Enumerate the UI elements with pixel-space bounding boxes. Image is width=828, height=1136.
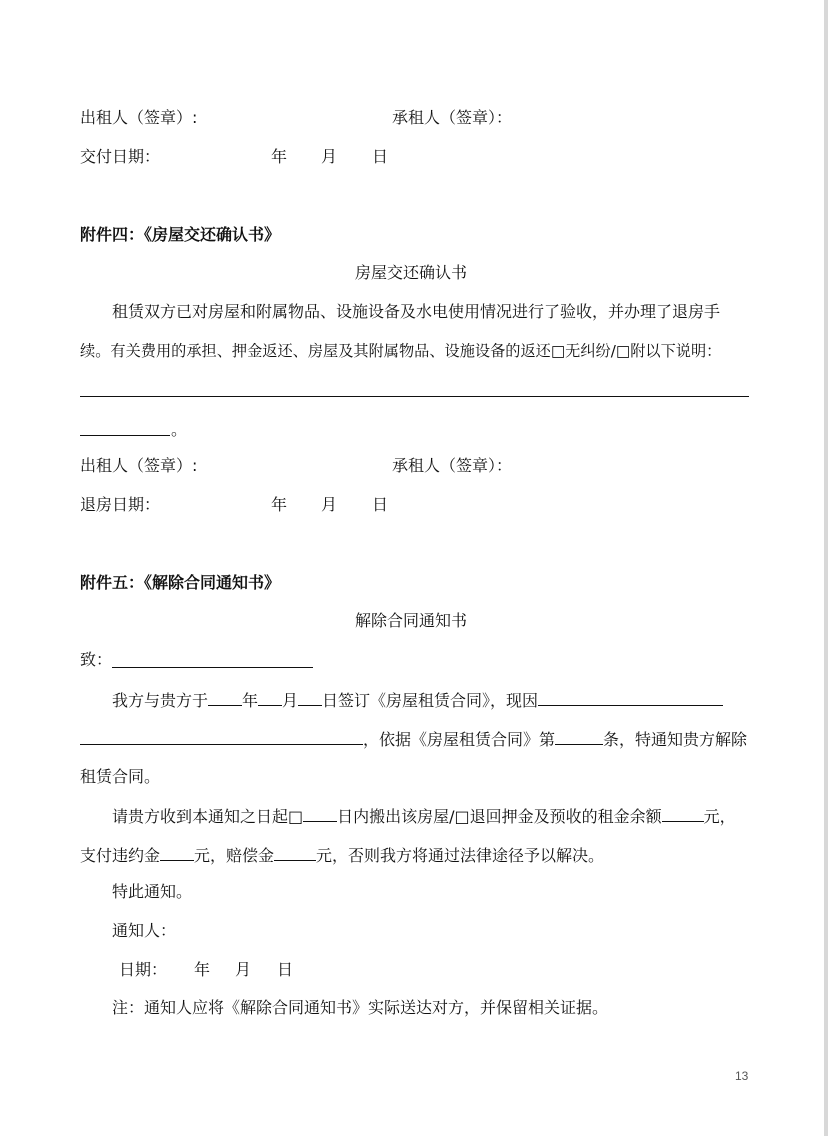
date-day: 日 [372,147,389,166]
notice-text: 日签订《房屋租赁合同》，现因 [322,691,539,710]
notice-closing: 特此通知。 [112,882,193,901]
lessor-signature-label: 出租人（签章）: [80,108,198,127]
blank-reason [538,689,723,706]
date-year: 年 [194,960,211,979]
annex5-heading: 附件五：《解除合同通知书》 [80,573,281,592]
annex4-heading: 附件四：《房屋交还确认书》 [80,225,281,244]
notice-text: 条，特通知贵方解除 [603,730,748,749]
delivery-date-label: 交付日期： [80,147,161,166]
notice-footnote: 注：通知人应将《解除合同通知书》实际送达对方，并保留相关证据。 [112,998,609,1017]
return-date-label: 退房日期： [80,495,161,514]
blank-reason-cont [80,728,363,745]
annex4-title: 房屋交还确认书 [355,263,468,282]
notice-text: 元，赔偿金 [194,846,275,865]
notifier-label: 通知人： [112,921,177,940]
annex5-title: 解除合同通知书 [355,611,468,630]
blank-compensation [274,844,316,861]
blank-clause [555,728,603,745]
notice-text: 支付违约金 [80,846,161,865]
lessee-signature-label: 承租人（签章）： [392,108,513,127]
date-year: 年 [271,147,288,166]
blank-month [258,689,282,706]
blank-penalty [160,844,194,861]
notice-paragraph-1 [112,689,723,711]
lessor-signature-label: 出租人（签章）: [80,456,198,475]
notice-paragraph-2 [80,728,747,750]
notice-text: 元，否则我方将通过法律途径予以解决。 [316,846,605,865]
annex4-paragraph-line2: 续。有关费用的承担、押金返还、房屋及其附属物品、设施设备的返还□无纠纷/□附以下说明： [80,342,722,360]
blank-days [303,805,337,822]
notice-paragraph-3: 租赁合同。 [80,767,161,786]
date-month: 月 [321,495,338,514]
date-day: 日 [277,960,294,979]
notice-text: 日内搬出该房屋/□退回押金及预收的租金余额 [337,807,662,826]
blank-year [208,689,242,706]
notice-text: 元， [703,807,736,826]
annex4-paragraph-line1: 租赁双方已对房屋和附属物品、设施设备及水电使用情况进行了验收，并办理了退房手 [112,302,721,321]
notice-paragraph-5 [80,844,604,866]
lessee-signature-label: 承租人（签章）： [392,456,513,475]
page-edge [824,0,828,1136]
remarks-end-mark: 。 [171,420,188,439]
date-year: 年 [271,495,288,514]
notice-text: ，依据《房屋租赁合同》第 [363,730,556,749]
remarks-blank-line [80,396,749,397]
blank-refund [662,805,704,822]
notice-text: 请贵方收到本通知之日起□ [112,807,304,826]
date-month: 月 [235,960,252,979]
blank-day [298,689,322,706]
recipient-label: 致： [80,650,113,669]
notice-paragraph-4 [112,805,736,827]
page-number: 13 [735,1069,749,1083]
remarks-blank-line-short [80,435,170,436]
notice-text: 我方与贵方于 [112,691,209,710]
notice-date-label: 日期： [119,960,168,979]
recipient-blank [112,667,313,668]
date-month: 月 [321,147,338,166]
notice-text: 年 [242,691,259,710]
date-day: 日 [372,495,389,514]
notice-text: 月 [282,691,299,710]
